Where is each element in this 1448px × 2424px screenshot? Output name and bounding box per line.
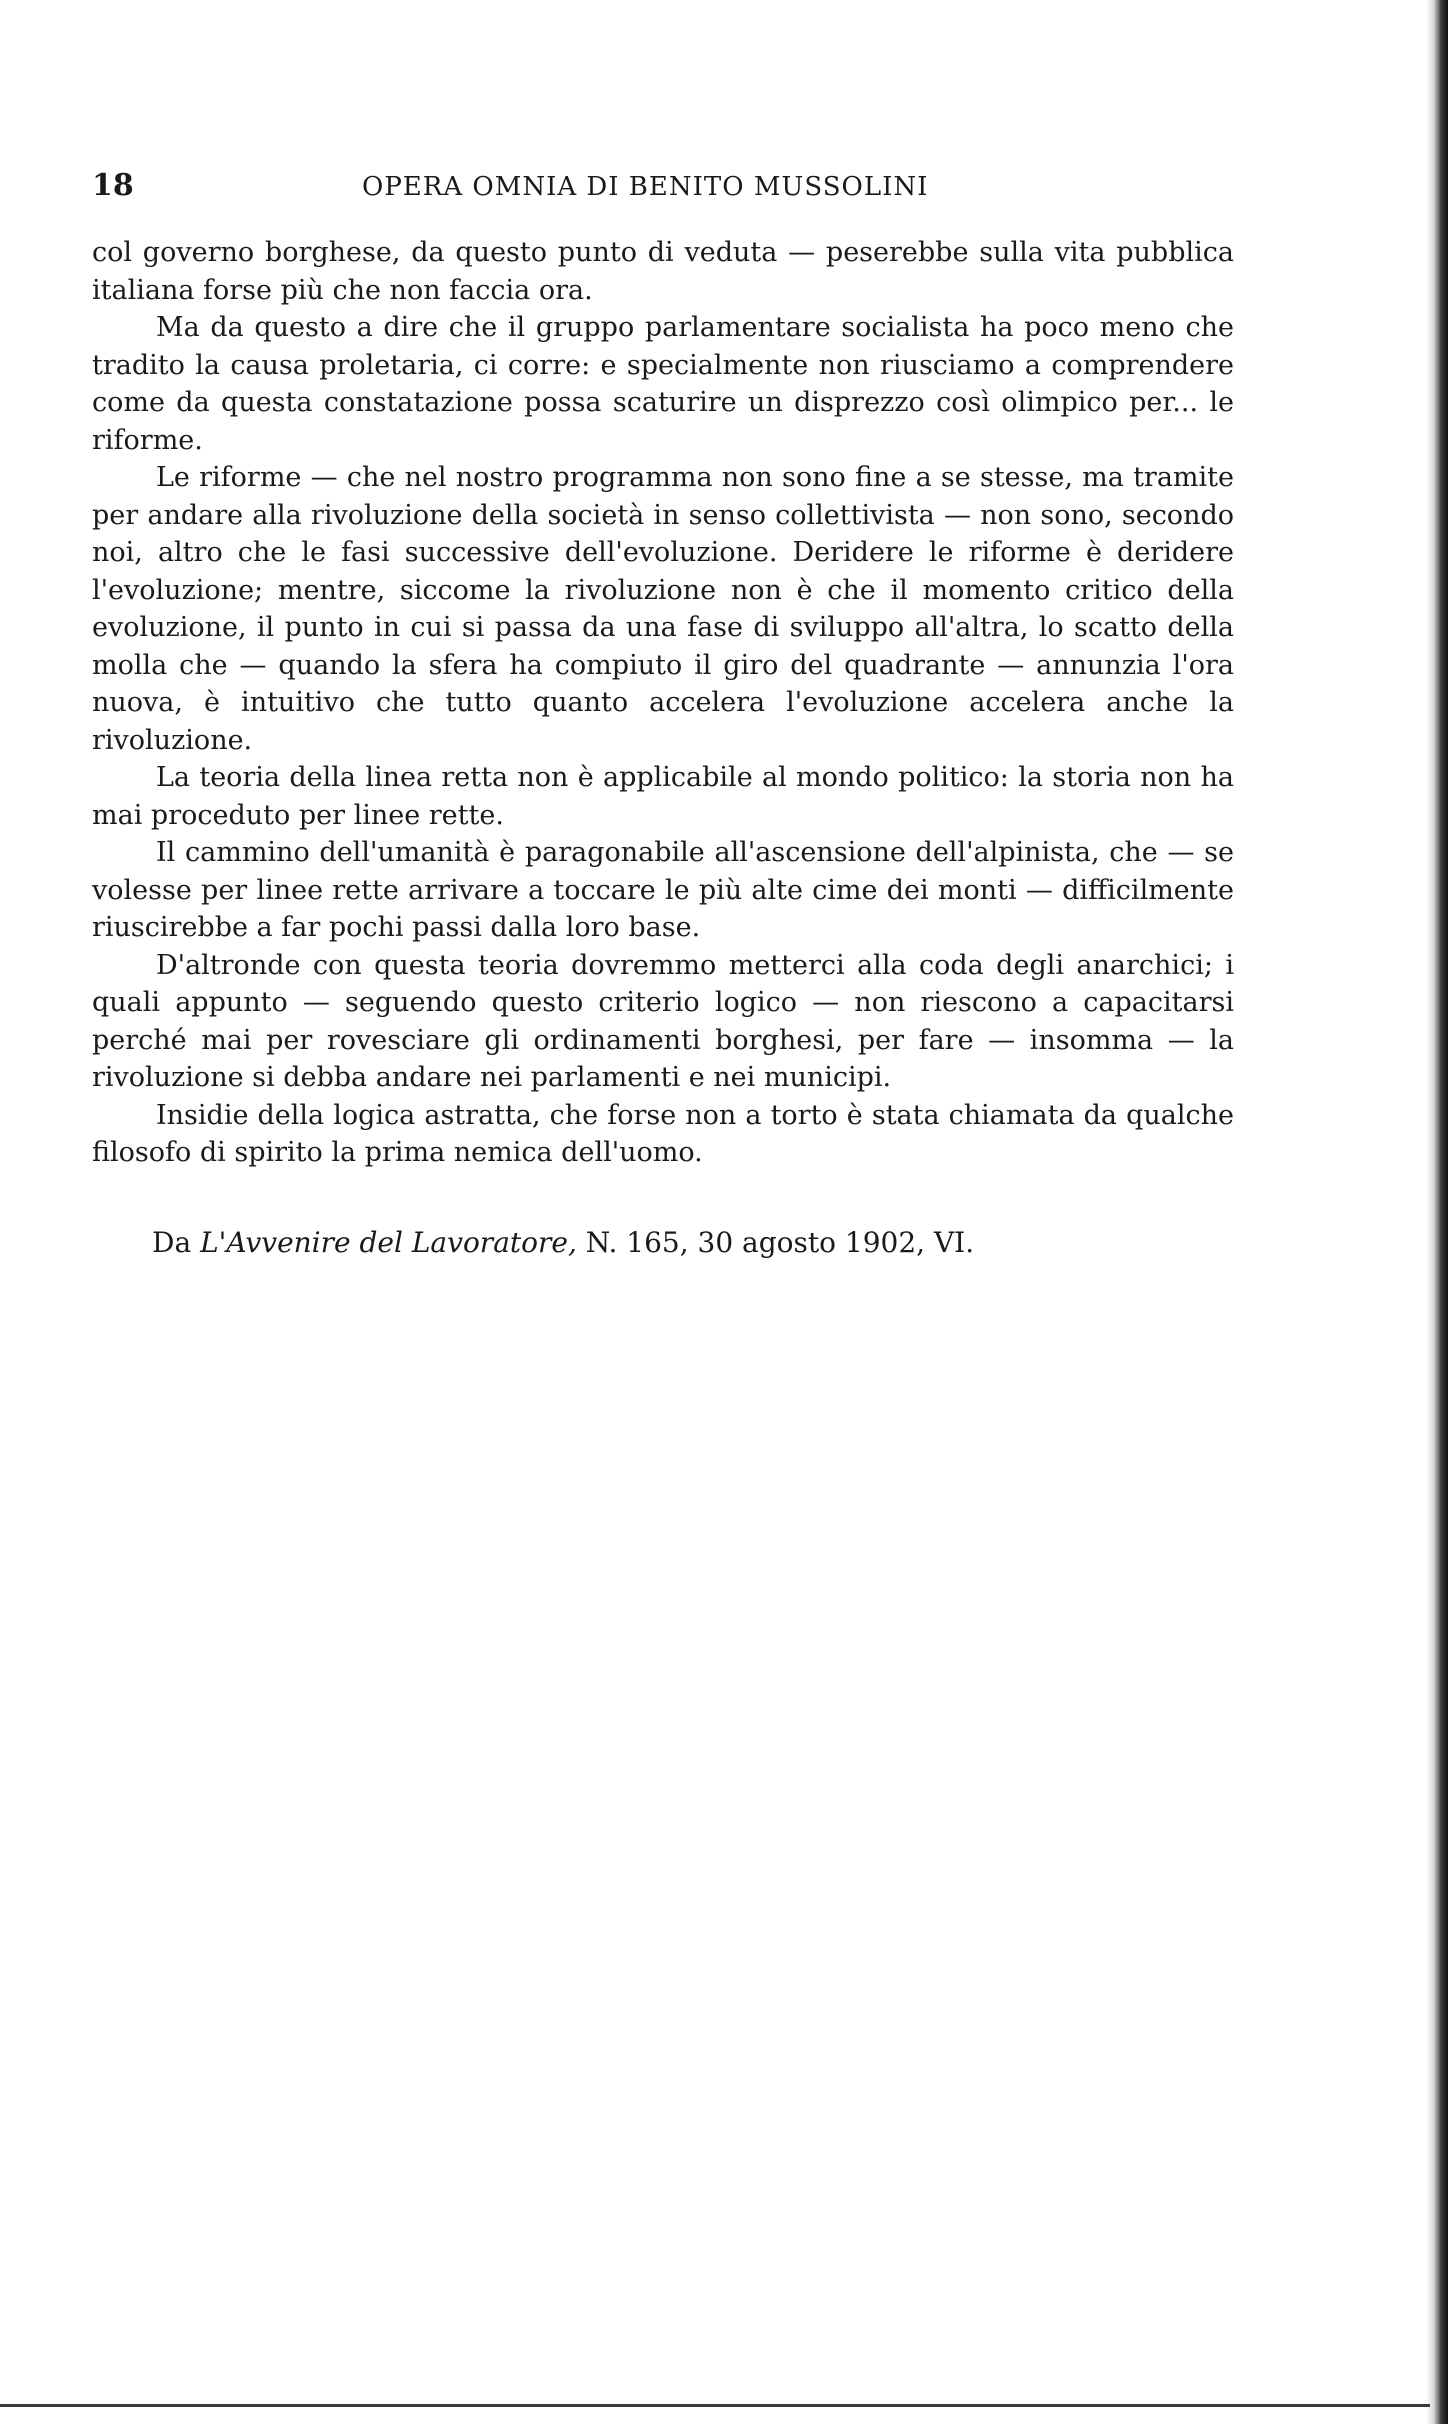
source-prefix: Da bbox=[152, 1226, 192, 1259]
paragraph: Ma da questo a dire che il gruppo parlamentare socialista ha poco meno che tradito la causa proletaria, ci corre: e specialmente non riusciamo a comprendere come da questa constatazione possa scaturire un disprezzo così olimpico per... le riforme. bbox=[92, 312, 1234, 456]
paragraph: col governo borghese, da questo punto di veduta — peserebbe sulla vita pubblica italiana forse più che non faccia ora. bbox=[92, 237, 1234, 306]
paragraph: Le riforme — che nel nostro programma non sono fine a se stesse, ma tramite per andare alla rivoluzione della società in senso collettivista — non sono, secondo noi, altro che le fasi successive dell'evoluzione. Deridere le riforme è deridere l'evoluzione; mentre, siccome la rivoluzione non è che il momento critico della evoluzione, il punto in cui si passa da una fase di sviluppo all'altra, lo scatto della molla che — quando la sfera ha compiuto il giro del quadrante — annunzia l'ora nuova, è intuitivo che tutto quanto accelera l'evoluzione accelera anche la rivoluzione. bbox=[92, 462, 1234, 756]
article-body bbox=[92, 234, 1234, 1172]
scan-bottom-rule bbox=[0, 2404, 1430, 2407]
paragraph: Insidie della logica astratta, che forse non a torto è stata chiamata da qualche filosofo di spirito la prima nemica dell'uomo. bbox=[92, 1099, 1234, 1168]
scan-binding-edge bbox=[1426, 0, 1448, 2424]
source-publication: L'Avvenire del Lavoratore, bbox=[200, 1226, 577, 1259]
running-title: OPERA OMNIA DI BENITO MUSSOLINI bbox=[362, 172, 929, 202]
paragraph: D'altronde con questa teoria dovremmo metterci alla coda degli anarchici; i quali appunto — seguendo questo criterio logico — non riescono a capacitarsi perché mai per rovesciare gli ordinamenti borghesi, per fare — insomma — la rivoluzione si debba andare nei parlamenti e nei municipi. bbox=[92, 949, 1234, 1093]
paragraph: Il cammino dell'umanità è paragonabile all'ascensione dell'alpinista, che — se volesse per linee rette arrivare a toccare le più alte cime dei monti — difficilmente riuscirebbe a far pochi passi dalla loro base. bbox=[92, 837, 1234, 943]
source-citation bbox=[152, 1226, 974, 1259]
page-number: 18 bbox=[92, 168, 134, 203]
source-details: N. 165, 30 agosto 1902, VI. bbox=[585, 1226, 975, 1259]
paragraph: La teoria della linea retta non è applicabile al mondo politico: la storia non ha mai proceduto per linee rette. bbox=[92, 762, 1234, 831]
page-header bbox=[92, 168, 1212, 212]
